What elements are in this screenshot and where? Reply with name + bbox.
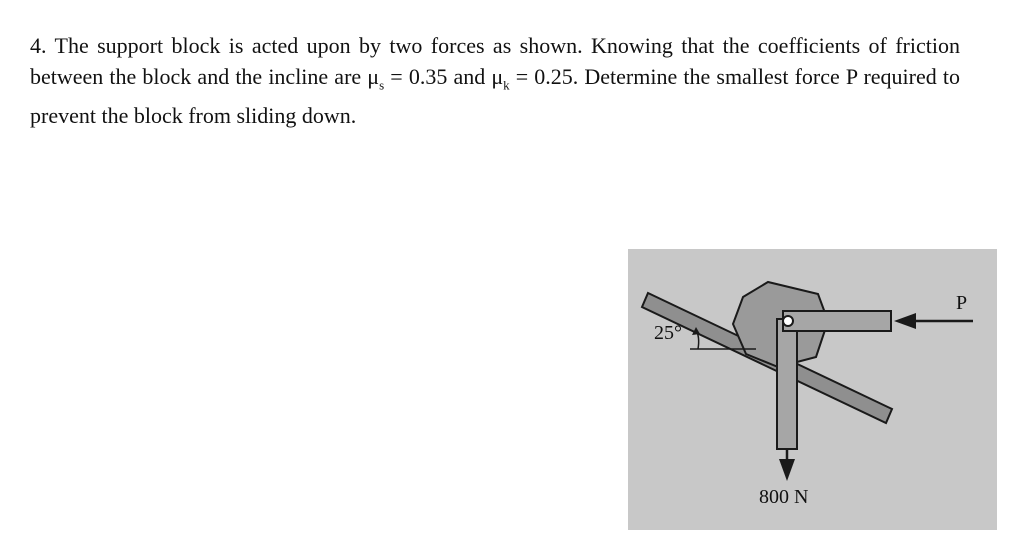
mu-s-subscript: s <box>379 77 385 93</box>
problem-text: 4. The support block is acted upon by two forces as shown. Knowing that the coefficients of friction between the block and the incline are $\mu_s = 0.35$ and $\mu_k = 0.25$. Determine the smallest force P required to prevent the block from sliding down. <box>30 33 960 129</box>
horizontal-arm <box>783 311 891 331</box>
pin-joint <box>783 316 793 326</box>
problem-statement <box>30 30 960 131</box>
vertical-arm <box>777 319 797 449</box>
load-arrowhead <box>779 459 795 481</box>
mu-k-subscript: k <box>503 77 510 93</box>
load-label: 800 N <box>759 486 809 508</box>
support-block-figure <box>628 249 997 530</box>
figure-svg <box>628 249 997 530</box>
problem-number: 4. <box>30 33 47 58</box>
angle-label: 25° <box>654 322 682 344</box>
force-p-arrowhead <box>894 313 916 329</box>
force-p-label: P <box>956 292 968 314</box>
